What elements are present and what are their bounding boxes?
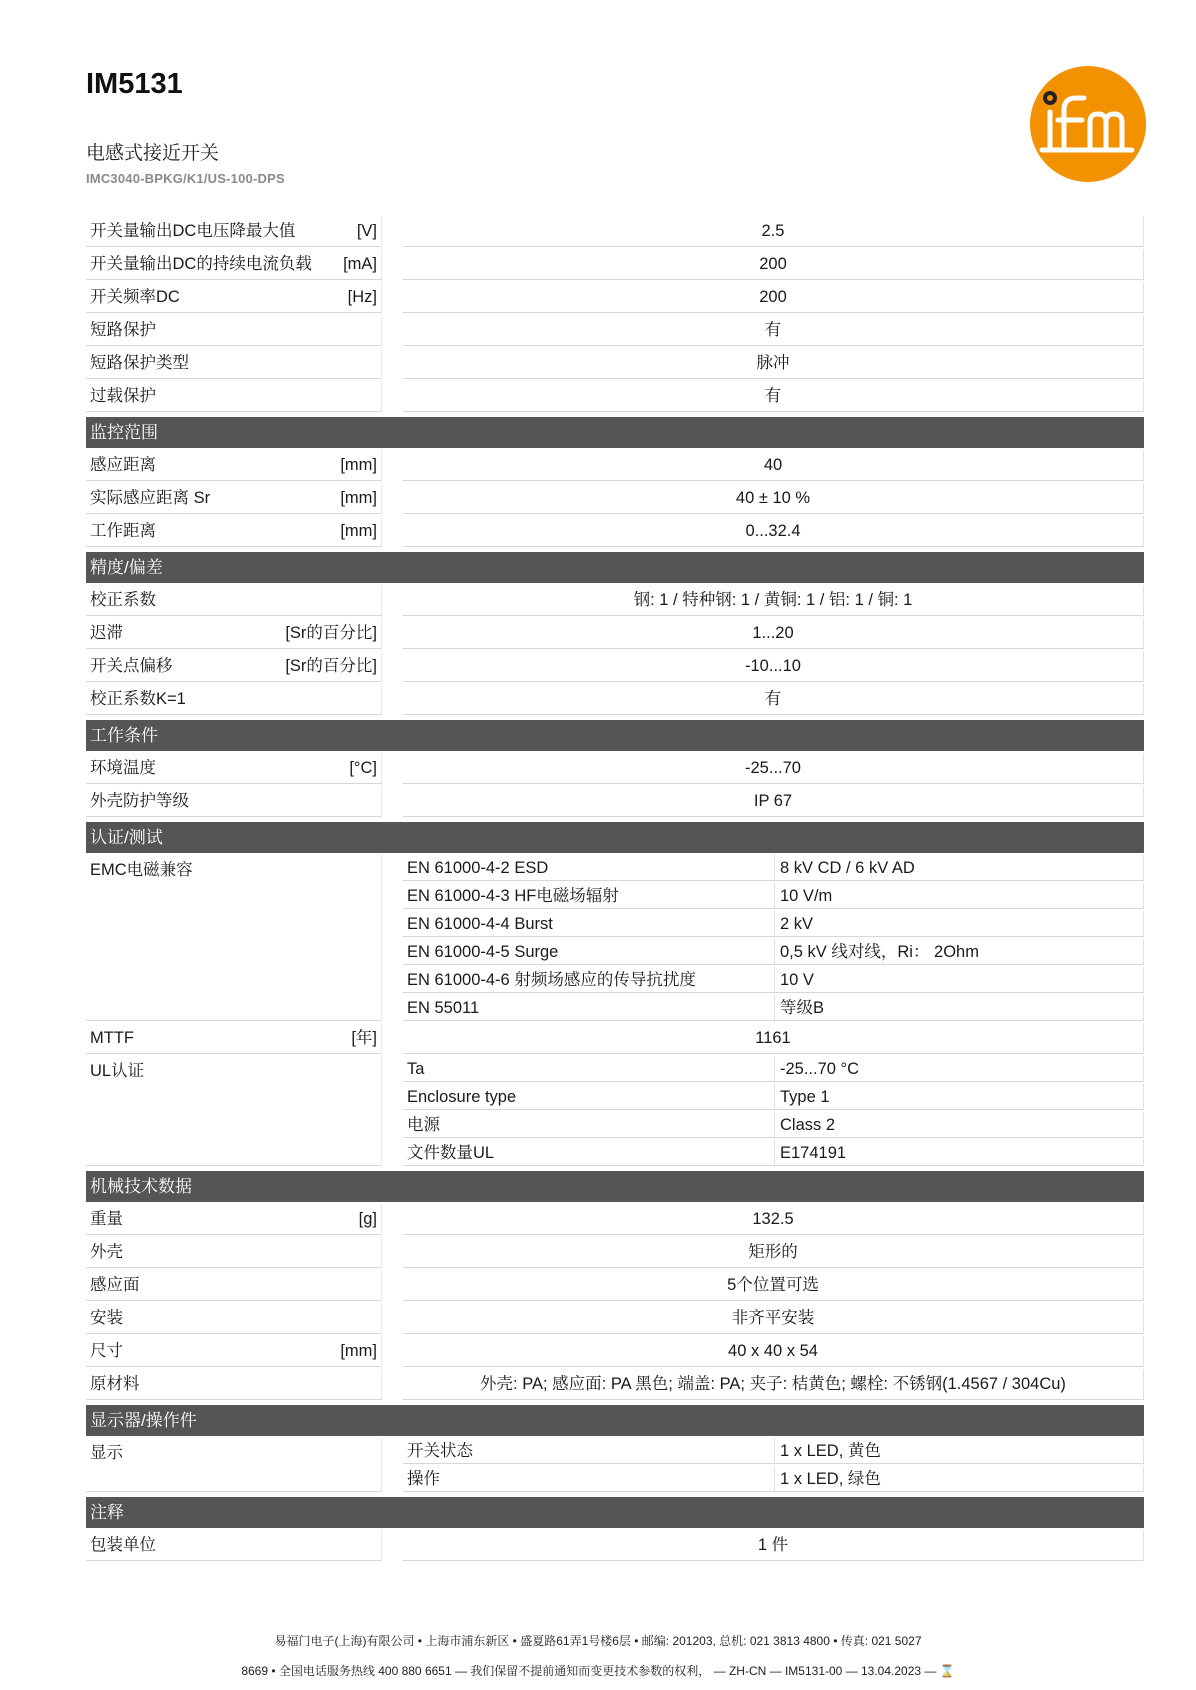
spec-label-cell bbox=[86, 1336, 382, 1367]
spec-label-cell bbox=[86, 1270, 382, 1301]
spec-label: 外壳防护等级 bbox=[90, 792, 189, 810]
spec-label: 短路保护 bbox=[90, 321, 156, 339]
spec-subvalue: -25...70 °C bbox=[775, 1056, 1144, 1082]
spec-subtable bbox=[403, 1438, 1144, 1494]
spec-label: UL认证 bbox=[90, 1062, 145, 1080]
spec-label-cell bbox=[86, 516, 382, 547]
spec-subvalue: 10 V/m bbox=[775, 883, 1144, 909]
spec-row bbox=[86, 1237, 1144, 1270]
spec-row bbox=[86, 1303, 1144, 1336]
spec-subrow bbox=[403, 967, 1144, 993]
spec-value: 40 ± 10 % bbox=[403, 483, 1144, 514]
spec-subkey: EN 61000-4-4 Burst bbox=[403, 911, 775, 937]
spec-gap bbox=[382, 249, 403, 282]
spec-gap bbox=[382, 1336, 403, 1369]
spec-unit: [mA] bbox=[343, 255, 377, 273]
spec-value: 132.5 bbox=[403, 1204, 1144, 1235]
spec-subrow bbox=[403, 911, 1144, 937]
spec-label: 工作距离 bbox=[90, 522, 156, 540]
spec-label: 迟滞 bbox=[90, 624, 123, 642]
spec-unit: [mm] bbox=[340, 522, 377, 540]
spec-row bbox=[86, 1056, 1144, 1168]
spec-gap bbox=[382, 651, 403, 684]
spec-row bbox=[86, 249, 1144, 282]
spec-label-cell bbox=[86, 1237, 382, 1268]
spec-subvalue: 1 x LED, 黄色 bbox=[775, 1438, 1144, 1464]
spec-gap bbox=[382, 1303, 403, 1336]
spec-subkey: Enclosure type bbox=[403, 1084, 775, 1110]
spec-label: 安装 bbox=[90, 1309, 123, 1327]
spec-subkey: EN 61000-4-6 射频场感应的传导抗扰度 bbox=[403, 967, 775, 993]
spec-gap bbox=[382, 381, 403, 414]
spec-label-cell bbox=[86, 1023, 382, 1054]
spec-label: 开关量输出DC的持续电流负载 bbox=[90, 255, 312, 273]
spec-row bbox=[86, 786, 1144, 819]
section-header: 精度/偏差 bbox=[86, 552, 1144, 583]
spec-gap bbox=[382, 684, 403, 717]
spec-subkey: EN 61000-4-3 HF电磁场辐射 bbox=[403, 883, 775, 909]
spec-subrow bbox=[403, 1438, 1144, 1464]
spec-subvalue: 10 V bbox=[775, 967, 1144, 993]
spec-gap bbox=[382, 855, 403, 1023]
spec-label-cell bbox=[86, 618, 382, 649]
spec-label-cell bbox=[86, 315, 382, 346]
spec-row bbox=[86, 315, 1144, 348]
spec-value: 1161 bbox=[403, 1023, 1144, 1054]
spec-unit: [mm] bbox=[340, 1342, 377, 1360]
spec-gap bbox=[382, 1270, 403, 1303]
spec-row bbox=[86, 585, 1144, 618]
spec-label: 开关量输出DC电压降最大值 bbox=[90, 222, 296, 240]
spec-label: 外壳 bbox=[90, 1243, 123, 1261]
spec-value: 非齐平安装 bbox=[403, 1303, 1144, 1334]
spec-subvalue: Class 2 bbox=[775, 1112, 1144, 1138]
spec-value: 1 件 bbox=[403, 1530, 1144, 1561]
spec-subkey: 操作 bbox=[403, 1466, 775, 1492]
product-code: IMC3040-BPKG/K1/US-100-DPS bbox=[86, 171, 285, 186]
spec-unit: [°C] bbox=[349, 759, 377, 777]
spec-row bbox=[86, 282, 1144, 315]
spec-value: 有 bbox=[403, 315, 1144, 346]
spec-value: IP 67 bbox=[403, 786, 1144, 817]
spec-gap bbox=[382, 1204, 403, 1237]
spec-label-cell bbox=[86, 1438, 382, 1492]
spec-gap bbox=[382, 753, 403, 786]
spec-row bbox=[86, 855, 1144, 1023]
ifm-logo-icon bbox=[1028, 64, 1148, 184]
spec-value: 有 bbox=[403, 381, 1144, 412]
spec-subvalue: 1 x LED, 绿色 bbox=[775, 1466, 1144, 1492]
spec-label: 校正系数 bbox=[90, 591, 156, 609]
spec-gap bbox=[382, 1530, 403, 1563]
spec-value: 1...20 bbox=[403, 618, 1144, 649]
spec-unit: [Hz] bbox=[347, 288, 377, 306]
spec-label-cell bbox=[86, 249, 382, 280]
spec-label: 过载保护 bbox=[90, 387, 156, 405]
section-header: 监控范围 bbox=[86, 417, 1144, 448]
spec-subrow bbox=[403, 1466, 1144, 1492]
spec-label-cell bbox=[86, 1369, 382, 1400]
spec-gap bbox=[382, 1438, 403, 1494]
spec-label-cell bbox=[86, 348, 382, 379]
spec-label-cell bbox=[86, 282, 382, 313]
spec-row bbox=[86, 651, 1144, 684]
spec-gap bbox=[382, 483, 403, 516]
spec-sheet bbox=[86, 216, 1144, 1563]
section-header: 工作条件 bbox=[86, 720, 1144, 751]
section-header: 注释 bbox=[86, 1497, 1144, 1528]
spec-label-cell bbox=[86, 651, 382, 682]
spec-gap bbox=[382, 786, 403, 819]
spec-row bbox=[86, 516, 1144, 549]
spec-gap bbox=[382, 450, 403, 483]
spec-subrow bbox=[403, 1140, 1144, 1166]
spec-label: 实际感应距离 Sr bbox=[90, 489, 211, 507]
product-title: IM5131 bbox=[86, 68, 183, 100]
spec-subvalue: E174191 bbox=[775, 1140, 1144, 1166]
spec-gap bbox=[382, 585, 403, 618]
spec-value: 0...32.4 bbox=[403, 516, 1144, 547]
footer-legal: 8669 • 全国电话服务热线 400 880 6651 — 我们保留不提前通知而变更技术参数的权利， — ZH-CN — IM5131-00 — 13.04.2023 — ⌛ bbox=[241, 1664, 955, 1678]
spec-row bbox=[86, 381, 1144, 414]
spec-value: 200 bbox=[403, 249, 1144, 280]
spec-value: 40 bbox=[403, 450, 1144, 481]
spec-subvalue: Type 1 bbox=[775, 1084, 1144, 1110]
spec-row bbox=[86, 753, 1144, 786]
spec-label-cell bbox=[86, 1056, 382, 1166]
spec-gap bbox=[382, 282, 403, 315]
spec-row bbox=[86, 1438, 1144, 1494]
spec-unit: [g] bbox=[358, 1210, 377, 1228]
spec-label-cell bbox=[86, 1204, 382, 1235]
spec-value: -10...10 bbox=[403, 651, 1144, 682]
spec-row bbox=[86, 1270, 1144, 1303]
spec-subrow bbox=[403, 1056, 1144, 1082]
spec-unit: [mm] bbox=[340, 489, 377, 507]
spec-label: EMC电磁兼容 bbox=[90, 861, 193, 879]
spec-subkey: 文件数量UL bbox=[403, 1140, 775, 1166]
spec-label: 开关频率DC bbox=[90, 288, 180, 306]
spec-subvalue: 等级B bbox=[775, 995, 1144, 1021]
spec-subkey: Ta bbox=[403, 1056, 775, 1082]
spec-value: 40 x 40 x 54 bbox=[403, 1336, 1144, 1367]
spec-gap bbox=[382, 315, 403, 348]
spec-value: 有 bbox=[403, 684, 1144, 715]
spec-label: 重量 bbox=[90, 1210, 123, 1228]
spec-label-cell bbox=[86, 585, 382, 616]
spec-label: MTTF bbox=[90, 1029, 134, 1047]
spec-gap bbox=[382, 618, 403, 651]
section-header: 机械技术数据 bbox=[86, 1171, 1144, 1202]
spec-subkey: 开关状态 bbox=[403, 1438, 775, 1464]
spec-row bbox=[86, 216, 1144, 249]
spec-unit: [Sr的百分比] bbox=[285, 624, 377, 642]
spec-label-cell bbox=[86, 786, 382, 817]
spec-value: 钢: 1 / 特种钢: 1 / 黄铜: 1 / 铝: 1 / 铜: 1 bbox=[403, 585, 1144, 616]
spec-label: 尺寸 bbox=[90, 1342, 123, 1360]
spec-label-cell bbox=[86, 450, 382, 481]
spec-value: 外壳: PA; 感应面: PA 黑色; 端盖: PA; 夹子: 桔黄色; 螺栓: 不锈钢(1.4567 / 304Cu) bbox=[403, 1369, 1144, 1400]
section-header: 显示器/操作件 bbox=[86, 1405, 1144, 1436]
spec-value: 脉冲 bbox=[403, 348, 1144, 379]
spec-subtable bbox=[403, 1056, 1144, 1168]
spec-subkey: EN 55011 bbox=[403, 995, 775, 1021]
spec-row bbox=[86, 1530, 1144, 1563]
spec-gap bbox=[382, 1056, 403, 1168]
spec-unit: [mm] bbox=[340, 456, 377, 474]
section-header: 认证/测试 bbox=[86, 822, 1144, 853]
spec-subrow bbox=[403, 1084, 1144, 1110]
spec-subkey: 电源 bbox=[403, 1112, 775, 1138]
spec-value: 200 bbox=[403, 282, 1144, 313]
spec-row bbox=[86, 618, 1144, 651]
spec-label-cell bbox=[86, 753, 382, 784]
spec-label-cell bbox=[86, 216, 382, 247]
spec-row bbox=[86, 1204, 1144, 1237]
spec-unit: [V] bbox=[356, 222, 377, 240]
spec-subrow bbox=[403, 995, 1144, 1021]
spec-unit: [Sr的百分比] bbox=[285, 657, 377, 675]
spec-label: 感应面 bbox=[90, 1276, 140, 1294]
spec-subrow bbox=[403, 883, 1144, 909]
spec-label: 环境温度 bbox=[90, 759, 156, 777]
spec-label: 感应距离 bbox=[90, 456, 156, 474]
spec-label-cell bbox=[86, 483, 382, 514]
spec-row bbox=[86, 450, 1144, 483]
spec-row bbox=[86, 684, 1144, 717]
spec-label-cell bbox=[86, 1530, 382, 1561]
spec-label: 短路保护类型 bbox=[90, 354, 189, 372]
spec-row bbox=[86, 1023, 1144, 1056]
spec-label: 显示 bbox=[90, 1444, 123, 1462]
spec-subvalue: 2 kV bbox=[775, 911, 1144, 937]
spec-row bbox=[86, 1369, 1144, 1402]
spec-gap bbox=[382, 1023, 403, 1056]
spec-subrow bbox=[403, 1112, 1144, 1138]
spec-gap bbox=[382, 1237, 403, 1270]
spec-gap bbox=[382, 1369, 403, 1402]
spec-subkey: EN 61000-4-2 ESD bbox=[403, 855, 775, 881]
spec-value: -25...70 bbox=[403, 753, 1144, 784]
spec-label: 原材料 bbox=[90, 1375, 140, 1393]
spec-subtable bbox=[403, 855, 1144, 1023]
spec-label: 开关点偏移 bbox=[90, 657, 173, 675]
spec-label: 包装单位 bbox=[90, 1536, 156, 1554]
spec-value: 5个位置可选 bbox=[403, 1270, 1144, 1301]
spec-subrow bbox=[403, 939, 1144, 965]
spec-label-cell bbox=[86, 684, 382, 715]
spec-label-cell bbox=[86, 381, 382, 412]
spec-gap bbox=[382, 516, 403, 549]
spec-value: 2.5 bbox=[403, 216, 1144, 247]
spec-unit: [年] bbox=[351, 1029, 377, 1047]
spec-gap bbox=[382, 216, 403, 249]
spec-row bbox=[86, 348, 1144, 381]
spec-label-cell bbox=[86, 1303, 382, 1334]
spec-row bbox=[86, 1336, 1144, 1369]
footer-address: 易福门电子(上海)有限公司 • 上海市浦东新区 • 盛夏路61弄1号楼6层 • 邮编: 201203, 总机: 021 3813 4800 • 传真: 021 5027 bbox=[274, 1634, 922, 1648]
spec-value: 矩形的 bbox=[403, 1237, 1144, 1268]
spec-subvalue: 0,5 kV 线对线，Ri： 2Ohm bbox=[775, 939, 1144, 965]
spec-subrow bbox=[403, 855, 1144, 881]
product-subtitle: 电感式接近开关 bbox=[86, 143, 220, 164]
spec-label-cell bbox=[86, 855, 382, 1021]
spec-label: 校正系数K=1 bbox=[90, 690, 186, 708]
spec-subkey: EN 61000-4-5 Surge bbox=[403, 939, 775, 965]
spec-row bbox=[86, 483, 1144, 516]
spec-gap bbox=[382, 348, 403, 381]
spec-subvalue: 8 kV CD / 6 kV AD bbox=[775, 855, 1144, 881]
